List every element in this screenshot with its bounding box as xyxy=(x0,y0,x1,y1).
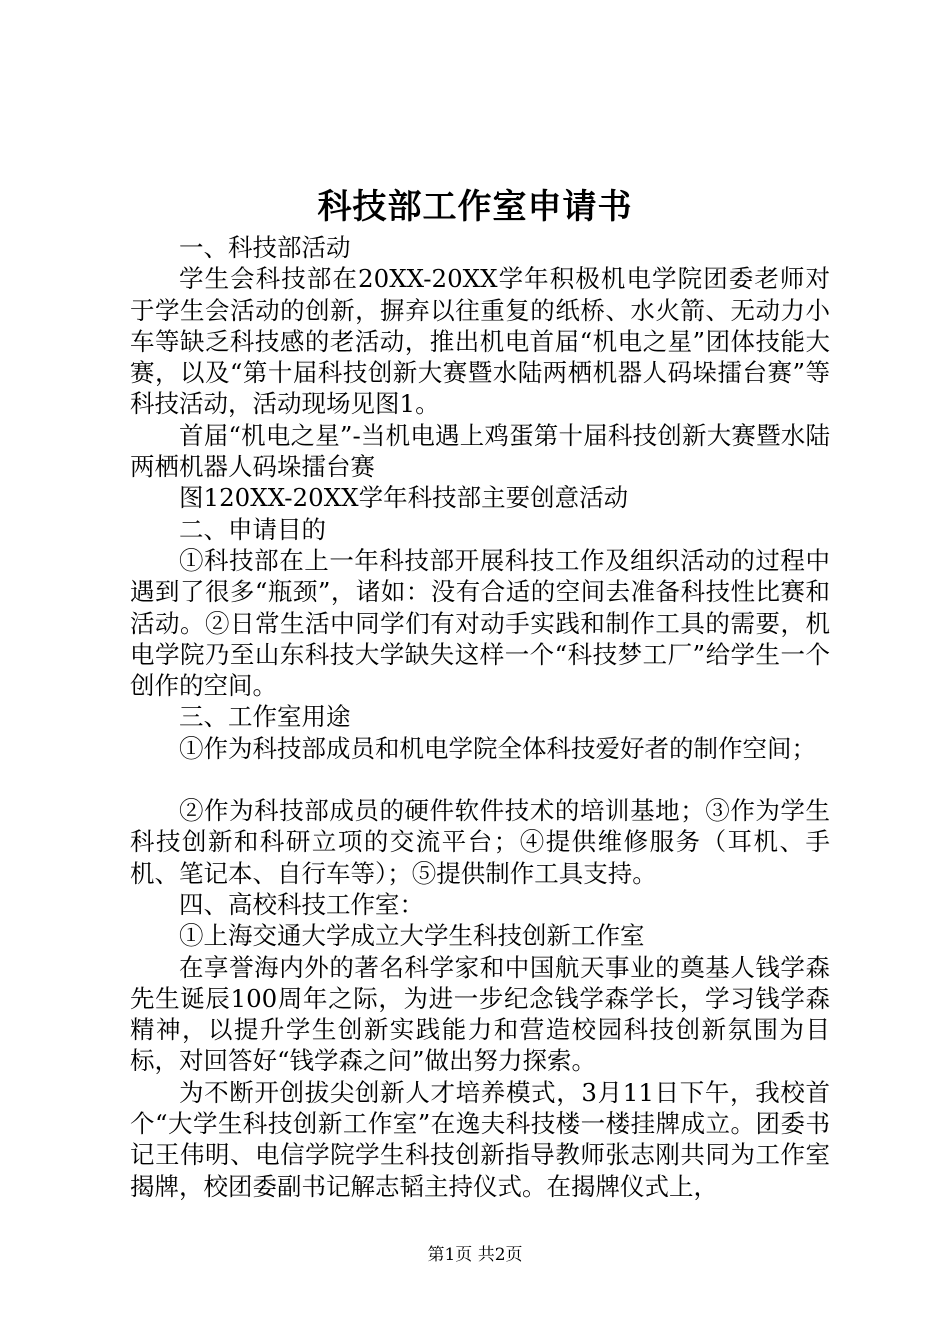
section-heading-usage: 三、工作室用途 xyxy=(179,702,351,732)
section-heading-purpose: 二、申请目的 xyxy=(179,514,326,544)
document-title: 科技部工作室申请书 xyxy=(317,187,633,227)
section-heading-activities: 一、科技部活动 xyxy=(179,233,351,262)
blank-line xyxy=(130,764,830,795)
paragraph-activities: 学生会科技部在20XX-20XX学年积极机电学院团委老师对于学生会活动的创新，摒弃以往重复的纸桥、水火箭、无动力小车等缺乏科技感的老活动，推出机电首届“机电之星”团体技能大赛，以及“第十届科技创新大赛暨水陆两栖机器人码垛擂台赛”等科技活动，活动现场见图1。 xyxy=(130,264,830,419)
figure-caption: 图120XX-20XX学年科技部主要创意活动 xyxy=(179,483,629,513)
page-footer: 第1页 共2页 xyxy=(427,1245,523,1265)
paragraph-purpose: ①科技部在上一年科技部开展科技工作及组织活动的过程中遇到了很多“瓶颈”，诸如：没有合适的空间去准备科技性比赛和活动。②日常生活中同学们有对动手实践和制作工具的需要，机电学院乃至山东科技大学缺失这样一个“科技梦工厂”给学生一个创作的空间。 xyxy=(130,545,830,701)
paragraph-studio-opening: 为不断开创拔尖创新人才培养模式，3月11日下午，我校首个“大学生科技创新工作室”在逸夫科技楼一楼挂牌成立。团委书记王伟明、电信学院学生科技创新指导教师张志刚共同为工作室揭牌，校团委副书记解志韬主持仪式。在揭牌仪式上， xyxy=(130,1077,830,1201)
section-heading-university-studios: 四、高校科技工作室： xyxy=(179,889,424,919)
paragraph-usage-2: ②作为科技部成员的硬件软件技术的培训基地；③作为学生科技创新和科研立项的交流平台；④提供维修服务（耳机、手机、笔记本、自行车等）；⑤提供制作工具支持。 xyxy=(130,796,830,888)
paragraph-qian-xuesen: 在享誉海内外的著名科学家和中国航天事业的奠基人钱学森先生诞辰100周年之际，为进一步纪念钱学森学长，学习钱学森精神，以提升学生创新实践能力和营造校园科技创新氛围为目标，对回答好“钱学森之问”做出努力探索。 xyxy=(130,952,830,1076)
paragraph-event-names: 首届“机电之星”-当机电遇上鸡蛋第十届科技创新大赛暨水陆两栖机器人码垛擂台赛 xyxy=(130,420,830,482)
paragraph-usage-1: ①作为科技部成员和机电学院全体科技爱好者的制作空间； xyxy=(179,733,816,763)
document-body xyxy=(130,232,830,1202)
subheading-sjtu-studio: ①上海交通大学成立大学生科技创新工作室 xyxy=(179,921,645,951)
